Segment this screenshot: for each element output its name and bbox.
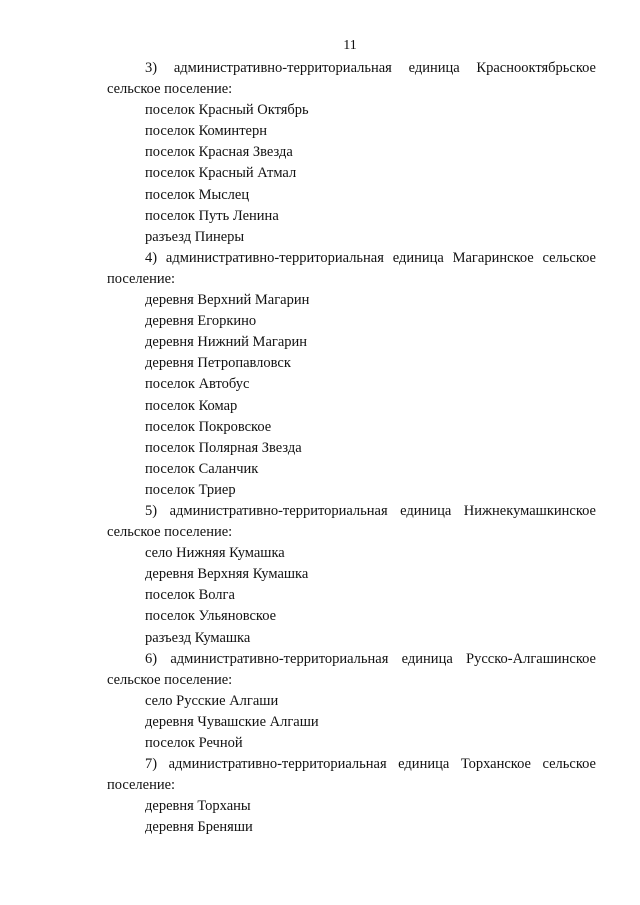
settlement-item: поселок Коминтерн	[145, 123, 267, 140]
settlement-item: поселок Красный Октябрь	[145, 102, 309, 119]
settlement-item: поселок Ульяновское	[145, 608, 277, 625]
settlement-item: село Русские Алгаши	[145, 692, 279, 709]
section-heading: 7) административно-территориальная единица Торханское сельское поселение:	[107, 756, 596, 794]
settlement-item: деревня Чувашские Алгаши	[145, 713, 319, 730]
settlement-item: разъезд Пинеры	[145, 228, 245, 245]
settlement-item: поселок Саланчик	[145, 460, 259, 477]
settlement-item: поселок Триер	[145, 481, 236, 498]
settlement-item: поселок Автобус	[145, 376, 250, 393]
document-body	[107, 58, 596, 838]
settlement-item: деревня Егоркино	[145, 313, 257, 330]
settlement-item: деревня Верхняя Кумашка	[145, 566, 309, 583]
settlement-item: поселок Покровское	[145, 418, 272, 435]
settlement-item: деревня Нижний Магарин	[145, 334, 308, 351]
settlement-item: поселок Путь Ленина	[145, 207, 279, 224]
settlement-item: поселок Речной	[145, 735, 243, 751]
section-heading: 6) административно-территориальная единица Русско-Алгашинское сельское поселение:	[107, 650, 596, 688]
settlement-item: деревня Верхний Магарин	[145, 292, 310, 309]
settlement-item: поселок Волга	[145, 587, 235, 604]
page-number: 11	[343, 38, 357, 53]
section-heading: 4) административно-территориальная единица Магаринское сельское поселение:	[107, 249, 596, 287]
settlement-item: поселок Мыслец	[145, 186, 250, 203]
settlement-item: деревня Торханы	[145, 798, 251, 815]
settlement-item: село Нижняя Кумашка	[145, 545, 285, 562]
settlement-item: деревня Петропавловск	[145, 355, 291, 372]
settlement-item: поселок Красная Звезда	[145, 144, 293, 161]
settlement-item: поселок Комар	[145, 397, 238, 414]
settlement-item: поселок Красный Атмал	[145, 165, 297, 182]
settlement-item: деревня Бреняши	[145, 819, 253, 836]
settlement-item: разъезд Кумашка	[145, 629, 251, 646]
section-heading: 5) административно-территориальная единица Нижнекумашкинское сельское поселение:	[107, 502, 596, 541]
settlement-item: поселок Полярная Звезда	[145, 439, 302, 456]
section-heading: 3) административно-территориальная единица Краснооктябрьское сельское поселение:	[107, 60, 596, 98]
